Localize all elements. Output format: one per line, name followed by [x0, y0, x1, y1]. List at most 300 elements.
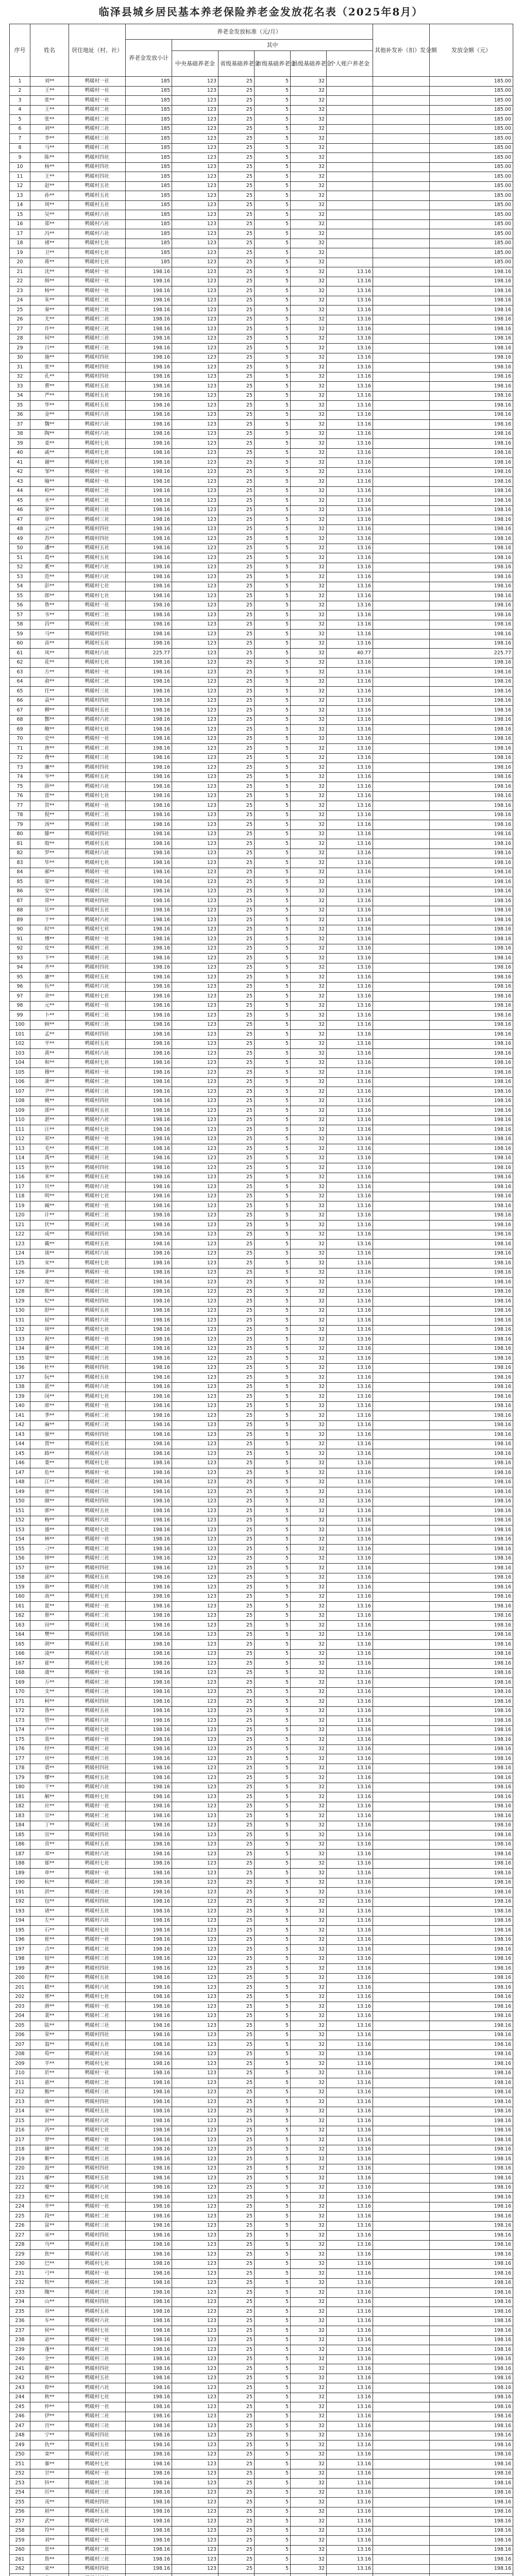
cell-supplement	[373, 1992, 430, 2002]
cell-personal: 13.16	[327, 1640, 373, 1650]
cell-supplement	[373, 2097, 430, 2107]
cell-name: 车**	[30, 2316, 69, 2326]
cell-name: 盛**	[30, 1526, 69, 1535]
cell-total: 198.16	[126, 486, 172, 496]
cell-address: 鸭暖村七社	[69, 1526, 126, 1535]
cell-name: 孟**	[30, 1030, 69, 1040]
table-row	[10, 86, 513, 96]
cell-total: 198.16	[126, 668, 172, 677]
cell-central: 123	[172, 1068, 218, 1078]
cell-supplement	[373, 1907, 430, 1917]
cell-city: 5	[255, 2450, 291, 2460]
cell-address: 鸭暖村五社	[69, 1039, 126, 1049]
cell-province: 25	[218, 2040, 255, 2050]
cell-seq: 143	[10, 1430, 30, 1440]
cell-amount: 198.16	[430, 620, 513, 630]
table-row	[10, 1802, 513, 1811]
cell-supplement	[373, 534, 430, 544]
cell-name: 秦**	[30, 306, 69, 315]
cell-personal: 13.16	[327, 944, 373, 954]
table-row	[10, 2078, 513, 2088]
cell-province: 25	[218, 2421, 255, 2431]
cell-county: 32	[291, 1468, 327, 1478]
cell-personal: 13.16	[327, 1487, 373, 1497]
cell-province: 25	[218, 1335, 255, 1345]
cell-name: 奚**	[30, 563, 69, 572]
cell-name: 干**	[30, 1783, 69, 1792]
cell-province: 25	[218, 382, 255, 392]
cell-province: 25	[218, 1697, 255, 1707]
cell-total: 198.16	[126, 858, 172, 868]
cell-personal	[327, 219, 373, 229]
table-row	[10, 2450, 513, 2460]
cell-city: 5	[255, 515, 291, 525]
cell-address: 鸭暖村一社	[69, 267, 126, 277]
cell-city: 5	[255, 191, 291, 201]
cell-name: 蒋**	[30, 258, 69, 267]
cell-address: 鸭暖村二社	[69, 810, 126, 820]
cell-central: 123	[172, 582, 218, 591]
table-row	[10, 2040, 513, 2050]
cell-central: 123	[172, 524, 218, 534]
cell-total: 198.16	[126, 2383, 172, 2393]
cell-seq: 176	[10, 1744, 30, 1754]
cell-address: 鸭暖村六社	[69, 1449, 126, 1459]
cell-total: 198.16	[126, 1068, 172, 1078]
cell-province: 25	[218, 1926, 255, 1936]
cell-total: 198.16	[126, 1087, 172, 1097]
cell-name: 邓**	[30, 1850, 69, 1859]
cell-name: 殷**	[30, 839, 69, 849]
cell-central: 123	[172, 1049, 218, 1059]
cell-city: 5	[255, 896, 291, 906]
cell-supplement	[373, 2421, 430, 2431]
table-row	[10, 1630, 513, 1640]
cell-personal: 13.16	[327, 1935, 373, 1945]
cell-city: 5	[255, 1192, 291, 1201]
cell-amount: 198.16	[430, 1973, 513, 1983]
table-row	[10, 1668, 513, 1678]
cell-seq: 113	[10, 1144, 30, 1154]
cell-city: 5	[255, 1249, 291, 1259]
cell-name: 尹**	[30, 1087, 69, 1097]
cell-name: 孙**	[30, 191, 69, 201]
cell-supplement	[373, 1535, 430, 1545]
cell-total: 185	[126, 258, 172, 267]
cell-address: 鸭暖村五社	[69, 1840, 126, 1850]
cell-personal: 13.16	[327, 1077, 373, 1087]
cell-amount: 198.16	[430, 1077, 513, 1087]
cell-amount: 198.16	[430, 944, 513, 954]
table-row	[10, 2393, 513, 2402]
cell-seq: 220	[10, 2164, 30, 2174]
cell-county: 32	[291, 696, 327, 706]
cell-county: 32	[291, 191, 327, 201]
cell-seq: 156	[10, 1554, 30, 1564]
cell-central: 123	[172, 563, 218, 572]
cell-address: 鸭暖村二社	[69, 877, 126, 887]
cell-supplement	[373, 849, 430, 858]
cell-province: 25	[218, 1230, 255, 1240]
cell-county: 32	[291, 1030, 327, 1040]
cell-province: 25	[218, 1459, 255, 1468]
cell-seq: 232	[10, 2278, 30, 2288]
cell-name: 邢**	[30, 1992, 69, 2002]
cell-personal: 13.16	[327, 1182, 373, 1192]
cell-amount: 198.16	[430, 744, 513, 754]
cell-city: 5	[255, 887, 291, 896]
cell-amount: 198.16	[430, 1068, 513, 1078]
cell-personal: 13.16	[327, 1725, 373, 1735]
cell-city: 5	[255, 1754, 291, 1764]
cell-seq: 13	[10, 191, 30, 201]
table-row	[10, 2469, 513, 2479]
cell-personal: 13.16	[327, 2278, 373, 2288]
cell-supplement	[373, 1068, 430, 1078]
cell-address: 鸭暖村六社	[69, 782, 126, 792]
cell-county: 32	[291, 134, 327, 144]
cell-supplement	[373, 2326, 430, 2336]
cell-supplement	[373, 1725, 430, 1735]
cell-name: 费**	[30, 753, 69, 763]
cell-address: 鸭暖村一社	[69, 2335, 126, 2345]
table-row	[10, 1649, 513, 1659]
cell-city: 5	[255, 1735, 291, 1745]
cell-central: 123	[172, 1115, 218, 1125]
cell-supplement	[373, 1115, 430, 1125]
cell-supplement	[373, 1278, 430, 1287]
cell-central: 123	[172, 2193, 218, 2202]
cell-city: 5	[255, 77, 291, 87]
cell-central: 123	[172, 1697, 218, 1707]
cell-seq: 170	[10, 1687, 30, 1697]
cell-address: 鸭暖村四社	[69, 2564, 126, 2574]
cell-seq: 57	[10, 611, 30, 620]
cell-central: 123	[172, 134, 218, 144]
cell-seq: 128	[10, 1287, 30, 1297]
cell-central: 123	[172, 2202, 218, 2212]
cell-seq: 95	[10, 973, 30, 982]
cell-seq: 53	[10, 572, 30, 582]
cell-supplement	[373, 782, 430, 792]
table-row	[10, 382, 513, 392]
cell-county: 32	[291, 2526, 327, 2536]
cell-personal: 13.16	[327, 1526, 373, 1535]
cell-amount: 198.16	[430, 706, 513, 716]
cell-city: 5	[255, 935, 291, 944]
cell-city: 5	[255, 2088, 291, 2097]
cell-province: 25	[218, 1783, 255, 1792]
cell-province: 25	[218, 325, 255, 334]
cell-province: 25	[218, 524, 255, 534]
cell-name: 曹**	[30, 382, 69, 392]
cell-county: 32	[291, 286, 327, 296]
cell-personal: 13.16	[327, 1678, 373, 1688]
cell-central: 123	[172, 1354, 218, 1364]
cell-city: 5	[255, 1783, 291, 1792]
cell-amount: 198.16	[430, 1011, 513, 1021]
cell-name: 祁**	[30, 1134, 69, 1144]
cell-seq: 64	[10, 677, 30, 687]
cell-county: 32	[291, 2212, 327, 2222]
table-row	[10, 1173, 513, 1182]
cell-address: 鸭暖村二社	[69, 1211, 126, 1221]
cell-seq: 221	[10, 2174, 30, 2183]
cell-city: 5	[255, 1725, 291, 1735]
cell-county: 32	[291, 1535, 327, 1545]
cell-supplement	[373, 2240, 430, 2250]
cell-central: 123	[172, 486, 218, 496]
cell-city: 5	[255, 2307, 291, 2317]
cell-personal: 13.16	[327, 572, 373, 582]
cell-personal: 13.16	[327, 1392, 373, 1402]
cell-supplement	[373, 1678, 430, 1688]
cell-county: 32	[291, 1564, 327, 1573]
cell-central: 123	[172, 1545, 218, 1554]
cell-central: 123	[172, 1030, 218, 1040]
cell-county: 32	[291, 944, 327, 954]
cell-seq: 197	[10, 1945, 30, 1955]
cell-central: 123	[172, 1316, 218, 1326]
cell-supplement	[373, 1487, 430, 1497]
cell-county: 32	[291, 715, 327, 725]
cell-county: 32	[291, 458, 327, 468]
cell-province: 25	[218, 734, 255, 744]
cell-name: 屈**	[30, 1316, 69, 1326]
cell-address: 鸭暖村三社	[69, 1554, 126, 1564]
cell-central: 123	[172, 1154, 218, 1163]
cell-amount: 198.16	[430, 334, 513, 344]
cell-city: 5	[255, 162, 291, 172]
cell-total: 198.16	[126, 1287, 172, 1297]
cell-amount: 198.16	[430, 1411, 513, 1421]
cell-personal: 13.16	[327, 1096, 373, 1106]
cell-central: 123	[172, 2126, 218, 2136]
cell-central: 123	[172, 1344, 218, 1354]
cell-seq: 196	[10, 1935, 30, 1945]
cell-amount: 198.16	[430, 1478, 513, 1487]
cell-name: 刁**	[30, 1545, 69, 1554]
cell-total: 185	[126, 172, 172, 182]
cell-central: 123	[172, 553, 218, 563]
table-row	[10, 887, 513, 896]
cell-address: 鸭暖村四社	[69, 2297, 126, 2307]
cell-central: 123	[172, 191, 218, 201]
cell-county: 32	[291, 1363, 327, 1373]
header-central: 中央基础养老金	[172, 51, 218, 77]
cell-name: 焦**	[30, 2250, 69, 2260]
cell-county: 32	[291, 1497, 327, 1506]
cell-personal: 13.16	[327, 1030, 373, 1040]
cell-county: 32	[291, 2374, 327, 2383]
cell-personal: 13.16	[327, 791, 373, 801]
cell-address: 鸭暖村四社	[69, 2364, 126, 2374]
cell-seq: 10	[10, 162, 30, 172]
cell-supplement	[373, 86, 430, 96]
cell-name: 卢**	[30, 1725, 69, 1735]
cell-address: 鸭暖村五社	[69, 2174, 126, 2183]
cell-province: 25	[218, 2059, 255, 2069]
cell-central: 123	[172, 534, 218, 544]
cell-supplement	[373, 1850, 430, 1859]
cell-province: 25	[218, 2097, 255, 2107]
cell-province: 25	[218, 1888, 255, 1897]
cell-total: 198.16	[126, 2269, 172, 2279]
cell-name: 张**	[30, 363, 69, 372]
cell-name: 危**	[30, 1468, 69, 1478]
cell-central: 123	[172, 2374, 218, 2383]
cell-address: 鸭暖村七社	[69, 439, 126, 449]
cell-province: 25	[218, 2441, 255, 2450]
table-row	[10, 200, 513, 210]
table-row	[10, 2030, 513, 2040]
cell-amount: 185.00	[430, 124, 513, 134]
cell-province: 25	[218, 505, 255, 515]
cell-seq: 194	[10, 1916, 30, 1926]
cell-total: 198.16	[126, 2183, 172, 2193]
cell-name: 张**	[30, 115, 69, 125]
cell-personal: 13.16	[327, 1916, 373, 1926]
cell-province: 25	[218, 2155, 255, 2164]
cell-amount: 198.16	[430, 1907, 513, 1917]
cell-county: 32	[291, 1001, 327, 1011]
cell-personal: 13.16	[327, 1754, 373, 1764]
cell-province: 25	[218, 1907, 255, 1917]
cell-total: 185	[126, 143, 172, 153]
cell-total: 198.16	[126, 1821, 172, 1831]
cell-amount: 198.16	[430, 1573, 513, 1583]
cell-supplement	[373, 1687, 430, 1697]
cell-county: 32	[291, 1115, 327, 1125]
cell-county: 32	[291, 2460, 327, 2469]
cell-address: 鸭暖村五社	[69, 1439, 126, 1449]
cell-province: 25	[218, 1983, 255, 1993]
cell-total: 198.16	[126, 1077, 172, 1087]
cell-name: 云**	[30, 524, 69, 534]
cell-central: 123	[172, 1754, 218, 1764]
cell-central: 123	[172, 239, 218, 248]
table-row	[10, 1716, 513, 1726]
cell-province: 25	[218, 1449, 255, 1459]
cell-province: 25	[218, 1859, 255, 1869]
cell-seq: 162	[10, 1611, 30, 1621]
cell-seq: 36	[10, 410, 30, 420]
table-row	[10, 210, 513, 220]
cell-amount: 198.16	[430, 477, 513, 487]
cell-county: 32	[291, 553, 327, 563]
cell-seq: 25	[10, 306, 30, 315]
cell-total: 198.16	[126, 496, 172, 506]
cell-amount: 198.16	[430, 2193, 513, 2202]
cell-supplement	[373, 2078, 430, 2088]
cell-personal: 13.16	[327, 1516, 373, 1526]
cell-personal	[327, 143, 373, 153]
cell-city: 5	[255, 544, 291, 553]
cell-address: 鸭暖村七社	[69, 1058, 126, 1068]
cell-address: 鸭暖村五社	[69, 181, 126, 191]
cell-central: 123	[172, 1983, 218, 1993]
cell-personal: 13.16	[327, 524, 373, 534]
cell-central: 123	[172, 2269, 218, 2279]
cell-province: 25	[218, 1831, 255, 1840]
cell-amount: 198.16	[430, 639, 513, 649]
cell-city: 5	[255, 982, 291, 992]
cell-personal: 13.16	[327, 2421, 373, 2431]
table-row	[10, 134, 513, 144]
cell-province: 25	[218, 1945, 255, 1955]
cell-central: 123	[172, 896, 218, 906]
cell-supplement	[373, 1897, 430, 1907]
cell-amount: 198.16	[430, 973, 513, 982]
cell-personal: 13.16	[327, 935, 373, 944]
cell-address: 鸭暖村五社	[69, 2240, 126, 2250]
table-row	[10, 791, 513, 801]
cell-name: 符**	[30, 2526, 69, 2536]
cell-supplement	[373, 1049, 430, 1059]
cell-county: 32	[291, 1430, 327, 1440]
table-row	[10, 96, 513, 106]
cell-amount: 198.16	[430, 2212, 513, 2222]
cell-personal: 13.16	[327, 1697, 373, 1707]
cell-personal: 13.16	[327, 344, 373, 353]
cell-seq: 89	[10, 916, 30, 925]
cell-total: 198.16	[126, 1869, 172, 1878]
cell-amount: 198.16	[430, 2326, 513, 2336]
cell-province: 25	[218, 935, 255, 944]
cell-address: 鸭暖村三社	[69, 2155, 126, 2164]
cell-supplement	[373, 1468, 430, 1478]
cell-city: 5	[255, 763, 291, 773]
cell-name: 杨**	[30, 286, 69, 296]
cell-central: 123	[172, 2536, 218, 2546]
cell-seq: 217	[10, 2136, 30, 2145]
cell-province: 25	[218, 916, 255, 925]
cell-seq: 81	[10, 839, 30, 849]
cell-county: 32	[291, 143, 327, 153]
table-row	[10, 1744, 513, 1754]
cell-personal: 13.16	[327, 820, 373, 830]
cell-city: 5	[255, 2536, 291, 2546]
cell-province: 25	[218, 191, 255, 201]
cell-county: 32	[291, 668, 327, 677]
cell-amount: 198.16	[430, 1439, 513, 1449]
cell-city: 5	[255, 134, 291, 144]
cell-county: 32	[291, 772, 327, 782]
cell-address: 鸭暖村一社	[69, 1869, 126, 1878]
cell-address: 鸭暖村五社	[69, 1373, 126, 1383]
cell-amount: 198.16	[430, 325, 513, 334]
cell-personal: 13.16	[327, 839, 373, 849]
cell-city: 5	[255, 1706, 291, 1716]
cell-county: 32	[291, 410, 327, 420]
cell-amount: 198.16	[430, 2412, 513, 2421]
cell-supplement	[373, 1945, 430, 1955]
cell-supplement	[373, 591, 430, 601]
cell-supplement	[373, 2011, 430, 2021]
cell-province: 25	[218, 1878, 255, 1888]
cell-total: 198.16	[126, 1564, 172, 1573]
cell-amount: 198.16	[430, 1583, 513, 1592]
cell-supplement	[373, 2545, 430, 2555]
cell-name: 褚**	[30, 239, 69, 248]
cell-name: 刘**	[30, 2536, 69, 2546]
cell-central: 123	[172, 410, 218, 420]
cell-seq: 181	[10, 1792, 30, 1802]
cell-supplement	[373, 439, 430, 449]
cell-county: 32	[291, 1773, 327, 1783]
cell-name: 顾**	[30, 1020, 69, 1030]
cell-city: 5	[255, 1154, 291, 1163]
